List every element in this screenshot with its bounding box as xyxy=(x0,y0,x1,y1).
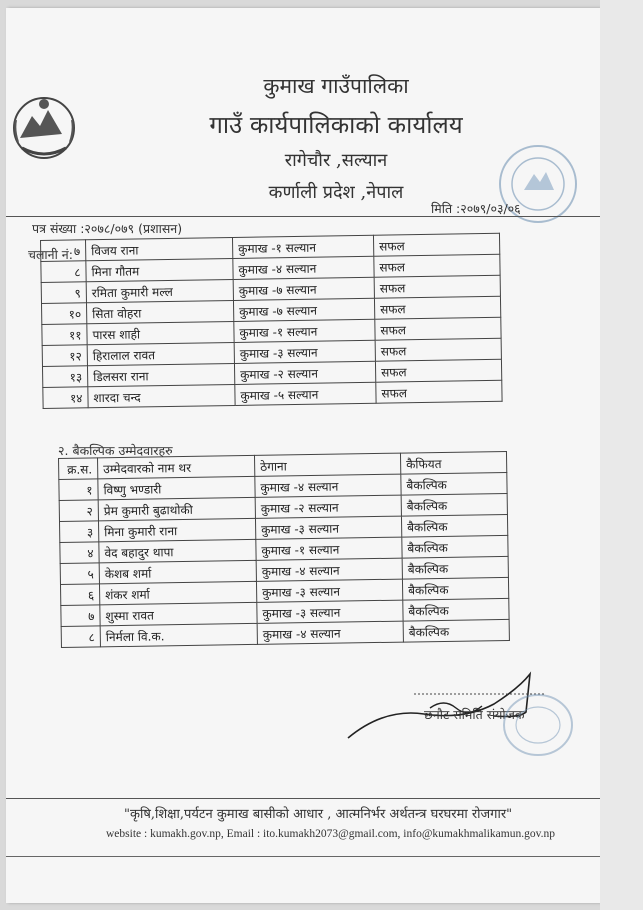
letter-date: मिति :२०७९/०३/०६ xyxy=(431,201,521,216)
serial-cell: १३ xyxy=(42,366,87,388)
alternate-candidates-heading: २. बैकल्पिक उम्मेदवारहरु xyxy=(58,443,173,458)
name-cell: विजय राना xyxy=(86,237,233,260)
name-cell: डिलसरा राना xyxy=(87,363,234,386)
status-cell: सफल xyxy=(373,233,499,256)
address-cell: कुमाख -१ सल्यान xyxy=(256,537,402,560)
status-cell: सफल xyxy=(374,296,500,319)
municipality-slogan: "कृषि,शिक्षा,पर्यटन कुमाख बासीको आधार , आत्मनिर्भर अर्थतन्त्र घरघरमा रोजगार" xyxy=(124,807,513,822)
serial-cell: १० xyxy=(41,303,86,325)
address-cell: कुमाख -२ सल्यान xyxy=(255,495,401,518)
nepal-emblem-icon xyxy=(10,90,78,162)
status-cell: सफल xyxy=(375,338,501,361)
address-cell: कुमाख -४ सल्यान xyxy=(256,558,402,581)
signatory-title: छनौट समिति संयोजक xyxy=(424,707,525,722)
address-cell: कुमाख -१ सल्यान xyxy=(232,235,373,258)
address-cell: कुमाख -५ सल्यान xyxy=(235,382,376,405)
status-cell: सफल xyxy=(374,254,500,277)
address-cell: कुमाख -३ सल्यान xyxy=(256,579,402,602)
status-cell: बैकल्पिक xyxy=(403,619,509,642)
name-cell: शंकर शर्मा xyxy=(99,581,256,604)
letter-reference-number: पत्र संख्या :२०७८/०७९ (प्रशासन) xyxy=(32,221,183,236)
status-cell: बैकल्पिक xyxy=(402,556,508,579)
serial-cell: ४ xyxy=(60,542,99,564)
serial-cell: १४ xyxy=(43,387,88,409)
contact-info: website : kumakh.gov.np, Email : ito.kumakh2073@gmail.com, info@kumakhmalikamun.gov.np xyxy=(106,828,555,840)
name-cell: शारदा चन्द xyxy=(88,384,235,407)
serial-cell: १ xyxy=(59,479,98,501)
serial-cell: ७ xyxy=(41,240,86,262)
address-cell: कुमाख -४ सल्यान xyxy=(233,256,374,279)
header-serial: क्र.स. xyxy=(59,458,98,480)
serial-cell: ३ xyxy=(59,521,98,543)
address-cell: कुमाख -१ सल्यान xyxy=(234,319,375,342)
status-cell: सफल xyxy=(376,380,502,403)
header-remarks: कैफियत xyxy=(400,451,506,474)
address-cell: कुमाख -२ सल्यान xyxy=(234,361,375,384)
serial-cell: ९ xyxy=(41,282,86,304)
name-cell: केशब शर्मा xyxy=(99,560,256,583)
address-cell: कुमाख -३ सल्यान xyxy=(255,516,401,539)
address-cell: कुमाख -३ सल्यान xyxy=(234,340,375,363)
serial-cell: २ xyxy=(59,500,98,522)
name-cell: प्रेम कुमारी बुढाथोकी xyxy=(98,497,255,520)
dispatch-number-label: चलानी नं: xyxy=(28,247,73,262)
status-cell: बैकल्पिक xyxy=(401,493,507,516)
committee-seal-icon xyxy=(498,690,578,760)
header-name: उम्मेदवारको नाम थर xyxy=(98,455,255,478)
address-cell: कुमाख -३ सल्यान xyxy=(257,600,403,623)
header-divider xyxy=(6,216,600,217)
serial-cell: ११ xyxy=(42,324,87,346)
status-cell: सफल xyxy=(375,317,501,340)
address-cell: कुमाख -४ सल्यान xyxy=(255,474,401,497)
address-cell: कुमाख -४ सल्यान xyxy=(257,621,403,644)
document-page xyxy=(6,8,600,903)
name-cell: हिरालाल रावत xyxy=(87,342,234,365)
footer-divider-lower xyxy=(6,856,600,857)
name-cell: शुस्मा रावत xyxy=(100,602,257,625)
scan-background xyxy=(600,0,643,910)
name-cell: पारस शाही xyxy=(87,321,234,344)
footer-divider xyxy=(6,798,600,799)
address-cell: कुमाख -७ सल्यान xyxy=(233,277,374,300)
name-cell: मिना गौतम xyxy=(86,258,233,281)
serial-cell: ६ xyxy=(60,584,99,606)
status-cell: बैकल्पिक xyxy=(403,598,509,621)
serial-cell: ८ xyxy=(41,261,86,283)
name-cell: सिता वोहरा xyxy=(86,300,233,323)
header-address: ठेगाना xyxy=(254,453,400,476)
alternate-candidates-table xyxy=(58,451,510,648)
selected-candidates-table xyxy=(40,233,503,409)
office-location: रागेचौर ,सल्यान xyxy=(284,150,388,171)
status-cell: बैकल्पिक xyxy=(402,577,508,600)
name-cell: वेद बहादुर थापा xyxy=(99,539,256,562)
name-cell: विष्णु भण्डारी xyxy=(98,476,255,499)
municipality-name: कुमाख गाउँपालिका xyxy=(263,74,409,98)
name-cell: रमिता कुमारी मल्ल xyxy=(86,279,233,302)
status-cell: बैकल्पिक xyxy=(402,535,508,558)
serial-cell: ७ xyxy=(61,605,100,627)
status-cell: सफल xyxy=(375,359,501,382)
address-cell: कुमाख -७ सल्यान xyxy=(233,298,374,321)
status-cell: सफल xyxy=(374,275,500,298)
status-cell: बैकल्पिक xyxy=(401,514,507,537)
province-line: कर्णाली प्रदेश ,नेपाल xyxy=(268,182,404,203)
name-cell: मिना कुमारी राना xyxy=(98,518,255,541)
serial-cell: ५ xyxy=(60,563,99,585)
serial-cell: १२ xyxy=(42,345,87,367)
office-name: गाउँ कार्यपालिकाको कार्यालय xyxy=(209,111,463,139)
name-cell: निर्मला वि.क. xyxy=(100,623,257,646)
status-cell: बैकल्पिक xyxy=(401,472,507,495)
serial-cell: ८ xyxy=(61,626,100,648)
